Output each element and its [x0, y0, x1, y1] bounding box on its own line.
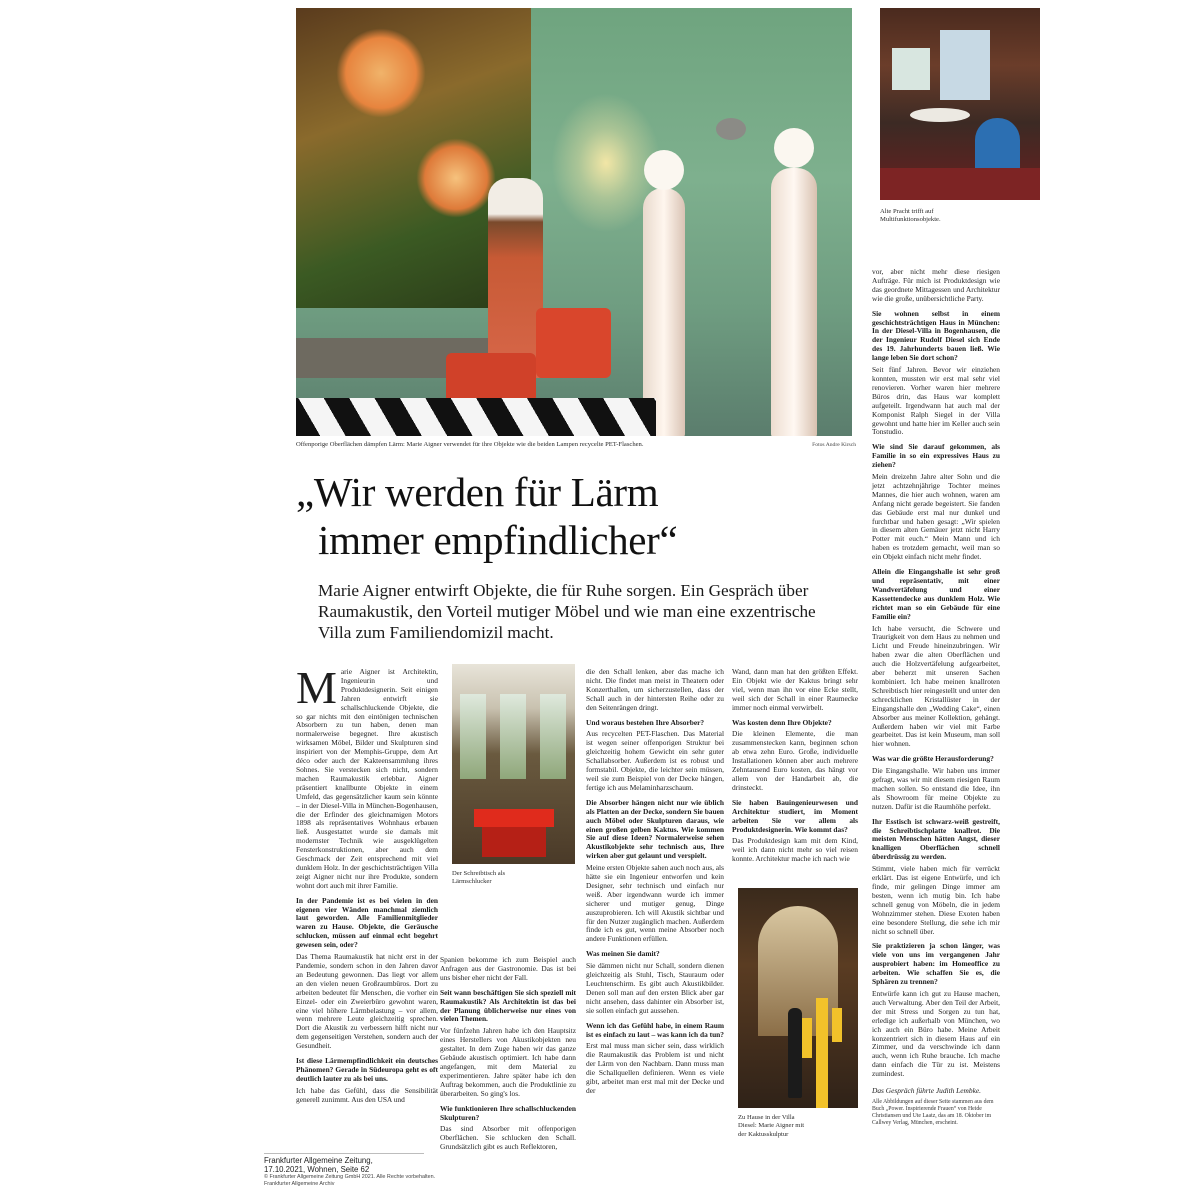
answer: Aus recycelten PET-Flaschen. Das Material ist wegen seiner offenporigen Struktur bei gleichzeitig hohem Gewicht ein sehr guter Schallabsorber. Außerdem ist es robust und formstabil. Objekte, die leichter sein müssen, weil sie zum Beispiel von der Decke hängen, fertige ich aus Melaminharzschaum. [586, 729, 724, 792]
question: Was kosten denn Ihre Objekte? [732, 717, 832, 727]
rug [880, 168, 1040, 200]
question: Ihr Esstisch ist schwarz-weiß gestreift, die Schreibtischplatte knallrot. Die meisten Menschen hätten Angst, dieser knalligen Oberflächen schnell überdrüssig zu werden. [872, 816, 1000, 862]
question: Ist diese Lärmempfindlichkeit ein deutsches Phänomen? Gerade in Südeuropa geht es oft deutlich lauter zu als bei uns. [296, 1056, 438, 1083]
footer-rule [264, 1153, 424, 1154]
question: Sie praktizieren ja schon länger, was viele von uns im vergangenen Jahr ausprobiert haben: im Homeoffice zu arbeiten. Wie schaffen Sie es, die Sphären zu trennen? [872, 941, 1000, 987]
question: Wie sind Sie darauf gekommen, als Familie in so ein expressives Haus zu ziehen? [872, 442, 1000, 470]
answer: Sie dämmen nicht nur Schall, sondern dienen gleichzeitig als Stuhl, Tisch, Stauraum oder Leuchtenschirm. Es gibt auch Akustikbilder. Denen soll man auf den ersten Blick aber gar nicht ansehen, dass dahinter ein Absorber ist, sie sollen einfach gut aussehen. [586, 961, 724, 1015]
answer: Wand, dann man hat den größten Effekt. Ein Objekt wie der Kaktus bringt sehr viel, wenn man ihn vor eine Ecke stellt, weil sich der Schall in einer Raumecke immer noch einmal verwirbelt. [732, 667, 858, 712]
paragraph: arie Aigner ist Architektin, Ingenieurin und Produktdesignerin. Seit einigen Jahren entwirft sie schallschluckende Objekte, die so gar nichts mit den eintönigen technischen Absorbern zu tun haben, denen man normalerweise begegnet. Ihre akustisch wirksamen Möbel, Bilder und Skulpturen sind inspiriert von der Memphis-Gruppe, dem Art déco oder auch der Kakteensammlung ihres Sohnes. Sie verstecken sich nicht, sondern machen Raumakustik erlebbar. Aigner präsentiert knallbunte Objekte in einem Umfeld, das gegensätzlicher kaum sein könnte – in der Diesel-Villa in München-Bogenhausen, die der Erfinder des gleichnamigen Motors 1898 als repräsentatives Wohnhaus erbauen ließ. Ausgestattet wurde sie damals mit modernster Technik wie ausgeklügelten Fensterkonstruktionen, aber auch dem Geschmack der Zeit entsprechend mit viel dunklem Holz. In der geschichtsträchtigen Villa zeigt Aigner nicht nur ihre Produkte, sondern wohnt dort auch mit ihrer Familie. [296, 667, 438, 890]
copyright-note: © Frankfurter Allgemeine Zeitung GmbH 2021. Alle Rechte vorbehalten. Frankfurter Allgemeine Archiv [264, 1174, 436, 1187]
book-note: Alle Abbildungen auf dieser Seite stammen aus dem Buch „Power. Inspirierende Frauen“ von Heide Christiansen und Ute Laatz, das am 18. Oktober im Callwey Verlag, München, erscheint. [872, 1098, 994, 1126]
question: Was war die größte Herausforderung? [872, 754, 994, 764]
answer: Das Produktdesign kam mit dem Kind, weil ich dann nicht mehr so viel reisen konnte. Architektur mache ich nach wie [732, 836, 858, 864]
answer: Stimmt, viele haben mich für verrückt erklärt. Das ist eigene Entwürfe, und ich finde, mir gelingen Dinge immer am besten, wenn ich mutig bin. Ich habe schnell genug von Möbeln, die in jedem Wohnzimmer stehen. Diese Exoten haben eine besondere Stellung, die sehe ich mir nicht so schnell über. [872, 864, 1000, 936]
question: Sie haben Bauingenieurwesen und Architektur studiert, im Moment arbeiten Sie vor allem als Produktdesignerin. Wie kommt das? [732, 797, 858, 834]
hero-photo [296, 8, 852, 436]
source-line: 17.10.2021, Wohnen, Seite 62 [264, 1165, 370, 1175]
drop-cap: M [296, 662, 337, 713]
side-photo-caption: Alte Pracht trifft auf Multifunktionsobjekte. [880, 208, 941, 224]
text-column-2 [440, 956, 576, 1155]
answer: Erst mal muss man sicher sein, dass wirklich die Raumakustik das Problem ist und nicht der Lärm von den Nachbarn. Dann muss man die Schallquellen definieren. Wenn es viele gibt, arbeitet man erst mal mit der Decke und der [586, 1041, 724, 1095]
question: Was meinen Sie damit? [586, 949, 660, 959]
picture-frame [892, 48, 930, 90]
window [500, 694, 526, 779]
answer: Mein dreizehn Jahre alter Sohn und die jetzt achtzehnjährige Tochter meines Mannes, die hier auch wohnen, waren am Anfang nicht gerade begeistert. Sie fanden das Gebäude erst mal nur dunkel und furchtbar und haben gesagt: „Wir spielen in diesem alten Gemäuer jetzt nicht Harry Potter mit euch.“ Mein Mann und ich haben es trotzdem gemacht, weil man so ein Objekt einfach nicht mehr findet. [872, 472, 1000, 562]
red-desk [474, 809, 554, 827]
headline-line: „Wir werden für Lärm [296, 469, 659, 515]
answer: Vor fünfzehn Jahren habe ich den Hauptsitz eines Herstellers von Akustikobjekten neu gestaltet. In dem Zuge haben wir das ganze Gebäude akustisch optimiert. Ich habe dann angefangen, mit dem Material zu experimentieren. Jahre später habe ich den Auftrag bekommen, auch die Produktlinie zu überarbeiten. So ging's los. [440, 1026, 576, 1098]
text-column-1 [296, 662, 438, 1108]
villa-caption: Zu Hause in der Villa Diesel: Marie Aigner mit der Kaktusskulptur [738, 1114, 805, 1138]
answer: Meine ersten Objekte sahen auch noch aus, als hätte sie ein Ingenieur entworfen und kein Designer, sehr technisch und einfach nur weiß. Aber irgendwann wurde ich immer sicherer und mutiger genug, Dinge auszuprobieren. Ich will Akustik sichtbar und für den Nutzer zugänglich machen. Außerdem finde ich es gut, wenn meine Absorber noch andere Funktionen erfüllen. [586, 863, 724, 944]
picture-frame [940, 30, 990, 100]
red-chair [536, 308, 611, 378]
answer: Spanien bekomme ich zum Beispiel auch Anfragen aus der Gastronomie. Das ist bei uns bisher eher nicht der Fall. [440, 955, 576, 982]
fly-sculpture [716, 118, 746, 140]
answer: vor, aber nicht mehr diese riesigen Aufträge. Für mich ist Produktdesign wie das geordnete Mittagessen und Architektur wie die große, unübersichtliche Party. [872, 267, 1000, 303]
question: Wenn ich das Gefühl habe, in einem Raum ist es einfach zu laut – was kann ich da tun? [586, 1020, 724, 1039]
answer: Das sind Absorber mit offenporigen Oberflächen. Sie schlucken den Schall. Grundsätzlich gibt es auch Reflektoren, [440, 1124, 576, 1152]
question: Allein die Eingangshalle ist sehr groß und repräsentativ, mit einer Wandvertäfelung und einer Kassettendecke aus dunklem Holz. Wie richtet man so ein Gebäude für eine Familie ein? [872, 567, 1000, 621]
interior-photo [880, 8, 1040, 200]
answer: die den Schall lenken, aber das mache ich nicht. Die findet man meist in Theatern oder Konzerthallen, um sicherzustellen, dass der Schall auch in der hintersten Reihe oder zu den Seitenrängen dringt. [586, 667, 724, 712]
photo-credit: Fotos Andre Kirsch [812, 442, 856, 448]
answer: Die kleinen Elemente, die man zusammenstecken kann, beginnen schon ab etwa zehn Euro. Große, individuelle Installationen können aber auch mehrere Zehntausend Euro kosten, das hängt vor allem von der Handarbeit ab, die drinsteckt. [732, 729, 858, 792]
woman-figure [788, 1008, 802, 1098]
desk-caption: Der Schreibtisch als Lärmschlucker [452, 870, 506, 886]
source-footer [264, 1156, 444, 1188]
window [460, 694, 486, 779]
striped-table [296, 398, 656, 436]
window [540, 694, 566, 779]
question: Wie funktionieren Ihre schallschluckenden Skulpturen? [440, 1103, 576, 1122]
question: Und woraus bestehen Ihre Absorber? [586, 717, 705, 727]
answer: Die Eingangshalle. Wir haben uns immer gefragt, was wir mit diesem riesigen Raum machen sollen. So entstand die Idee, ihn als Showroom für meine Objekte zu nutzen. Dafür ist die Raumhöhe perfekt. [872, 766, 1000, 811]
answer: Ich habe das Gefühl, dass die Sensibilität generell zunimmt. Aus den USA und [296, 1085, 438, 1104]
cactus-sculpture [816, 998, 828, 1108]
question: In der Pandemie ist es bei vielen in den eigenen vier Wänden manchmal ziemlich laut geworden. Alle Familienmitglieder waren zu Hause. Objekte, die Geräusche schlucken, müssen auf einmal echt begehrt gewesen sein, oder? [296, 895, 438, 950]
interviewer-signature: Das Gespräch führte Judith Lembke. [872, 1086, 981, 1096]
question: Die Absorber hängen nicht nur wie üblich als Platten an der Decke, sondern Sie bauen auch Möbel oder Skulpturen daraus, wie einen großen gelben Kaktus. Wie kommen Sie auf diese Ideen? Normalerweise sehen Akustikobjekte sehr technisch aus, Ihre wirken aber gut gelaunt und verspielt. [586, 797, 724, 861]
floor-lamp [771, 168, 817, 436]
source-line: Frankfurter Allgemeine Zeitung, [264, 1156, 373, 1165]
text-column-4 [732, 668, 858, 867]
answer: Seit fünf Jahren. Bevor wir einziehen konnten, mussten wir erst mal sehr viel renovieren. Vorher waren hier mehrere Büros drin, das Haus war komplett aufgeteilt. Irgendwann hat auch mal der Komponist Ralph Siegel in der Villa gewohnt und hatte hier im Keller auch sein Tonstudio. [872, 365, 1000, 437]
desk-photo [452, 664, 575, 864]
red-desk-base [482, 827, 546, 857]
answer: Ich habe versucht, die Schwere und Traurigkeit von dem Haus zu nehmen und Licht und Freude hineinzubringen. Wir haben zwar die alten Oberflächen und auch die Holzvertäfelung aufgearbeitet, aber beherzt mit unseren Sachen kombiniert. Ich habe meinen knallroten Schreibtisch hier reingestellt und unter den schrecklichen Kristallüster in der Eingangshalle den „Wedding Cake“, einen Absorber aus meiner Kollektion, gehängt. Außerdem haben wir viel mit Farbe gearbeitet. Das ist kein Museum, man soll hier wohnen. [872, 623, 1000, 749]
woman-figure [488, 178, 543, 378]
answer: Entwürfe kann ich gut zu Hause machen, auch Verwaltung. Aber den Teil der Arbeit, der mit Stress und Sorgen zu tun hat, erledige ich außerhalb von München, wo ich auch ein Büro habe. Meine Arbeit konzentriert sich in diesem Haus auf ein Zimmer, und da verschwinde ich dann auch, wenn ich Ruhe brauche. Ich mache dann einfach die Tür zu ist. Meistens zumindest. [872, 988, 1000, 1079]
question: Seit wann beschäftigen Sie sich speziell mit Raumakustik? Als Architektin ist das bei der Planung üblicherweise nur eines von vielen Themen. [440, 987, 576, 1024]
headline [296, 468, 856, 564]
answer: Das Thema Raumakustik hat nicht erst in der Pandemie, sondern schon in den Jahren davor an Bedeutung gewonnen. Das liegt vor allem an den vielen neuen Großraumbüros. Dort zu arbeiten bedeutet für Menschen, die vorher ein Einzel- oder ein Zweierbüro gewohnt waren, eine viel höhere Lärmbelastung – vor allem, wenn mehrere Leute gleichzeitig sprechen. Dort die Akustik zu verbessern hilft nicht nur dem gegenseitigen Verstehen, sondern auch der Gesundheit. [296, 952, 438, 1051]
villa-photo [738, 888, 858, 1108]
text-column-3 [586, 668, 724, 1099]
headline-line: immer empfindlicher“ [318, 517, 678, 563]
hero-caption: Offenporige Oberflächen dämpfen Lärm: Marie Aigner verwendet für ihre Objekte wie die beiden Lampen recycelte PET-Flaschen. [296, 441, 644, 448]
side-table [910, 108, 970, 122]
question: Sie wohnen selbst in einem geschichtsträchtigen Haus in München: In der Diesel-Villa in Bogenhausen, die der Ingenieur Rudolf Diesel sich Ende des 19. Jahrhunderts bauen ließ. Wie lange leben Sie dort schon? [872, 308, 1000, 363]
subheadline: Marie Aigner entwirft Objekte, die für Ruhe sorgen. Ein Gespräch über Raumakustik, den Vorteil mutiger Möbel und wie man eine exzentrische Villa zum Familiendomizil macht. [318, 581, 816, 642]
text-column-5 [872, 268, 1000, 1130]
